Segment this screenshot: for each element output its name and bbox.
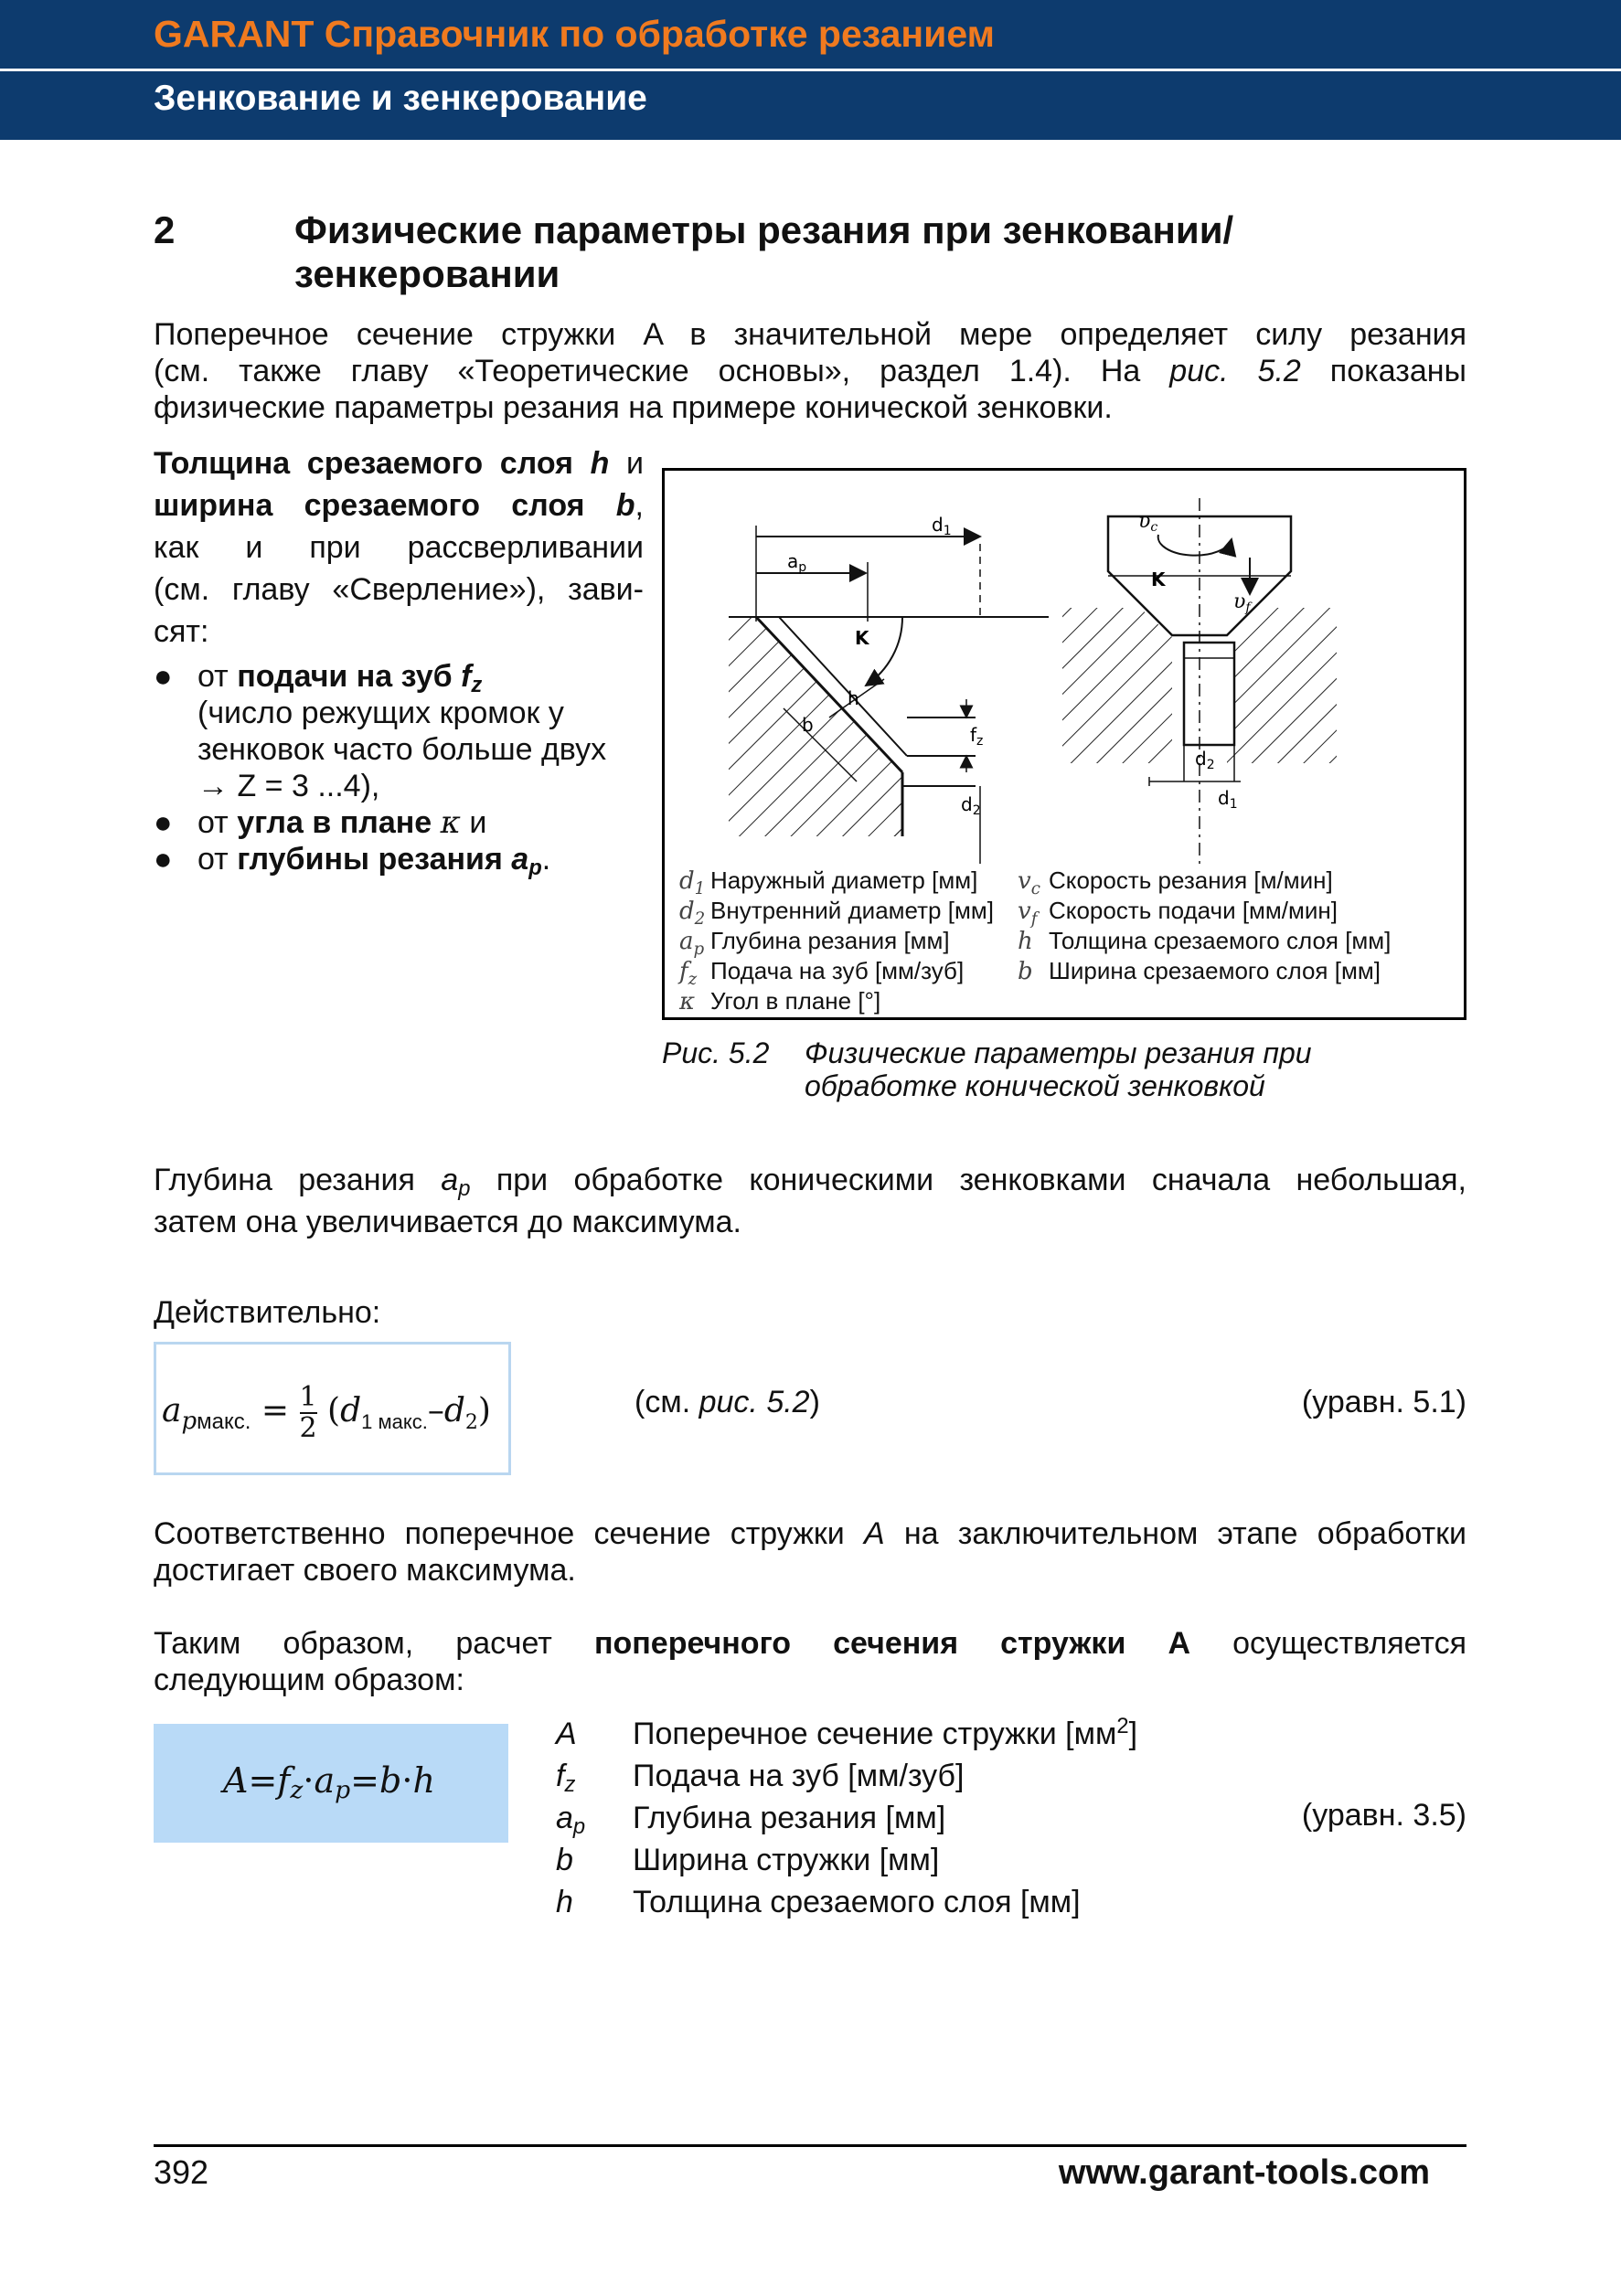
figure-caption-text [805, 1036, 1312, 1102]
b3-bold: глубины резания [237, 842, 503, 877]
label-kappa: K [855, 627, 869, 649]
label-d1-right: $d_1$ [1218, 787, 1238, 812]
bullet-item-angle [154, 804, 647, 841]
bullet-icon: ● [154, 805, 173, 840]
def-fz: $f_z$ Подача на зуб [мм/зуб] [556, 1759, 965, 1797]
def-h: h Толщина срезаемого слоя [мм] [556, 1885, 1081, 1919]
def-ap: $a_p$ Глубина резания [мм] [556, 1801, 946, 1839]
intro-line2-end: показаны [1329, 354, 1466, 388]
workpiece-right-right [1227, 608, 1337, 763]
b1-line3: зенковок часто больше двух [197, 732, 607, 767]
legend-right [1018, 866, 1391, 986]
bullet-item-feed [154, 658, 647, 804]
figure-caption-number: Рис. 5.2 [662, 1036, 770, 1069]
equation-3-5: $A=f_z\cdot a_p=b\cdot h$ [223, 1760, 435, 1804]
left-l2-end: , [635, 488, 644, 523]
eq1-reference: (см. рис. 5.2) [635, 1385, 820, 1419]
legend-item-h: h Толщина срезаемого слоя [мм] [1018, 927, 1392, 955]
legend-item-vf: $v_f$ Скорость подачи [мм/мин] [1018, 897, 1338, 929]
def-A: A Поперечное сечение стружки $[мм^2]$ [556, 1714, 1138, 1751]
caption-line1: Физические параметры резания при [805, 1036, 1312, 1069]
figure-ref-link[interactable]: рис. 5.2 [1169, 354, 1301, 388]
eq2-definitions [556, 1713, 1137, 1923]
figure-ref-link-2[interactable]: рис. 5.2 [699, 1385, 810, 1419]
fraction-one-half: $\frac{1}{2}$ [299, 1381, 317, 1444]
var-ap: $a_p$ [511, 842, 542, 880]
intro-line3: физические параметры резания на примере конической зенковки. [154, 390, 1113, 425]
website-link[interactable]: www.garant-tools.com [1058, 2153, 1430, 2192]
section-title [294, 208, 1465, 296]
section-title-line1: Физические параметры резания при зенковании/ [294, 208, 1234, 251]
equation-5-1: $a_{pмакс.}$ = $\frac{1}{2}$ $(d_{1 макс.}-d_2)$ [162, 1381, 491, 1444]
workpiece-right-left [1062, 608, 1172, 763]
equation-box-5-1 [154, 1342, 511, 1475]
intro-line2-text: (см. также главу «Теоретические основы», раздел 1.4). На [154, 354, 1141, 388]
left-line1 [154, 442, 644, 484]
b2-pre: от [197, 805, 229, 840]
countersink-diagram [665, 471, 1464, 873]
eq1-number: (уравн. 5.1) [1301, 1385, 1466, 1419]
left-line5: сят: [154, 614, 209, 649]
left-l1-end: и [626, 446, 645, 481]
b1-line4: → Z = 3 ...4), [197, 769, 380, 803]
label-vc: υc [1138, 510, 1158, 535]
label-d2: $d_2$ [961, 793, 981, 818]
intro-line1: Поперечное сечение стружки A в значительной мере определяет силу резания [154, 317, 1466, 352]
eq2-number: (уравн. 3.5) [1301, 1798, 1466, 1833]
b3-end: . [541, 842, 551, 877]
legend-item-d2: $d_2$ Внутренний диаметр [мм] [679, 897, 994, 929]
label-h: h [848, 687, 859, 709]
page-header [0, 0, 1621, 140]
header-divider [0, 69, 1621, 71]
label-d1: $d_1$ [932, 514, 952, 538]
left-line2 [154, 484, 644, 526]
b1-pre: от [197, 659, 229, 694]
depth-paragraph [154, 1159, 1466, 1243]
page-number: 392 [154, 2153, 209, 2191]
label-kappa2: K [1151, 569, 1166, 590]
footer-divider [154, 2144, 1466, 2147]
var-kappa: κ [440, 804, 461, 841]
para2-line2: достигает своего максимума. [154, 1553, 576, 1588]
para2-line1: Соответственно поперечное сечение стружки A на заключительном этапе обработки [154, 1516, 1467, 1551]
label-vf: υf [1233, 590, 1251, 615]
label-d2-right: $d_2$ [1195, 748, 1215, 772]
b2-end: и [469, 805, 487, 840]
legend-item-kappa: κ Угол в плане [°] [679, 987, 881, 1015]
legend-item-vc: $v_c$ Скорость резания [м/мин] [1018, 866, 1333, 898]
left-l1-bold: Толщина срезаемого слоя [154, 446, 573, 481]
var-ap-inline: $a_p$ [441, 1163, 471, 1201]
label-fz: $f_z$ [970, 724, 984, 749]
bullet-icon: ● [154, 842, 173, 877]
caption-line2: обработке конической зенковкой [805, 1069, 1265, 1102]
header-title: GARANT Справочник по обработке резанием [154, 13, 995, 55]
b3-pre: от [197, 842, 229, 877]
depth-line1: Глубина резания $a_p$ при обработке коническими зенковками сначала небольшая, [154, 1163, 1467, 1201]
intro-paragraph [154, 316, 1466, 426]
left-line4: (см. главу «Сверление»), зави- [154, 572, 644, 607]
legend-item-fz: $f_z$ Подача на зуб [мм/зуб] [679, 957, 965, 989]
b1-bold: подачи на зуб [237, 659, 453, 694]
para2 [154, 1515, 1466, 1589]
workpiece-section-left [729, 617, 902, 836]
para3 [154, 1625, 1466, 1698]
label-b: b [802, 714, 814, 736]
section-number: 2 [154, 208, 176, 251]
b1-line2: (число режущих кромок у [197, 696, 564, 730]
label-ap: $a_p$ [787, 550, 807, 575]
para3-line2: следующим образом: [154, 1663, 464, 1697]
var-b: b [615, 488, 635, 523]
legend-item-b: b Ширина срезаемого слоя [мм] [1018, 957, 1381, 985]
para3-line1: Таким образом, расчет поперечного сечения стружки A осуществляется [154, 1626, 1466, 1661]
legend-left [679, 866, 994, 1016]
legend-item-ap: $a_p$ Глубина резания [мм] [679, 927, 950, 959]
b2-bold: угла в плане [237, 805, 432, 840]
left-line3: как и при рассверливании [154, 530, 644, 565]
def-b: b Ширина стружки [мм] [556, 1843, 940, 1877]
figure-box [662, 468, 1466, 1020]
depth-line2: затем она увеличивается до максимума. [154, 1205, 741, 1239]
var-h: h [590, 446, 610, 481]
section-title-line2: зенкеровании [294, 252, 560, 295]
intro-line2 [154, 353, 1466, 389]
left-l2-bold: ширина срезаемого слоя [154, 488, 585, 523]
bullet-list [154, 658, 647, 880]
bullet-icon: ● [154, 659, 173, 694]
var-fz: $f_z$ [461, 659, 483, 697]
bullet-item-depth [154, 841, 647, 880]
equation-box-3-5 [154, 1724, 508, 1843]
thickness-width-text [154, 442, 644, 653]
eq1-intro: Действительно: [154, 1295, 381, 1330]
legend-item-d1: $d_1$ Наружный диаметр [мм] [679, 866, 978, 898]
header-subtitle: Зенкование и зенкерование [154, 79, 647, 118]
